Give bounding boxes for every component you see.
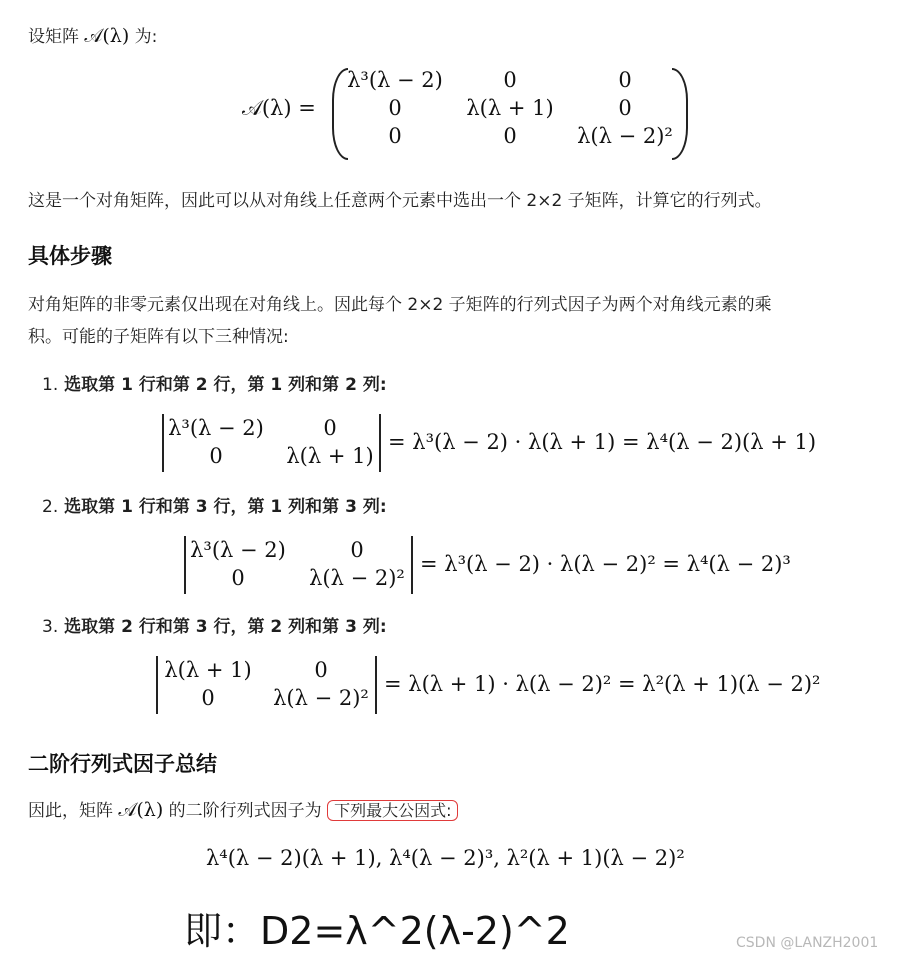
conclusion-note: 即：D2=λ^2(λ-2)^2: [184, 909, 570, 953]
section1-para-line1: 对角矩阵的非零元素仅出现在对角线上。因此每个 2×2 子矩阵的行列式因子为两个对角线元素的乘: [28, 295, 772, 315]
step-number: 1.: [42, 375, 59, 395]
det-cell: 0: [209, 444, 223, 468]
det-cell: 0: [201, 686, 215, 710]
section-heading-steps: 具体步骤: [28, 244, 112, 268]
step-2-title: [42, 492, 387, 517]
step-title-text: 选取第 1 行和第 3 行，第 1 列和第 3 列:: [64, 497, 387, 517]
intro-suffix: 为:: [134, 27, 158, 47]
watermark: CSDN @LANZH2001: [736, 935, 879, 951]
matrix-lhs: 𝒜(λ) =: [242, 96, 316, 120]
matrix-cell: λ³(λ − 2): [347, 68, 443, 92]
intro-prefix: 设矩阵: [28, 27, 79, 47]
matrix-cell: 0: [618, 68, 632, 92]
det-bar-right: [379, 414, 381, 472]
section-heading-summary: 二阶行列式因子总结: [28, 752, 217, 776]
det-cell: λ(λ − 2)²: [273, 686, 369, 710]
matrix-cell: λ(λ + 1): [466, 96, 554, 120]
intro-line: [28, 22, 157, 47]
step-number: 3.: [42, 617, 59, 637]
det-bar-left: [184, 536, 186, 594]
matrix-cell: 0: [618, 96, 632, 120]
step-1-title: [42, 370, 387, 395]
det-cell: 0: [314, 658, 328, 682]
matrix-symbol: 𝒜(λ): [84, 25, 130, 47]
det-result: = λ³(λ − 2) · λ(λ + 1) = λ⁴(λ − 2)(λ + 1): [388, 430, 817, 454]
det-cell: λ(λ + 1): [164, 658, 252, 682]
summary-line: [28, 796, 458, 821]
det-cell: 0: [323, 416, 337, 440]
det-cell: λ³(λ − 2): [168, 416, 264, 440]
det-bar-right: [375, 656, 377, 714]
det-cell: λ(λ + 1): [286, 444, 374, 468]
det-bar-right: [411, 536, 413, 594]
section1-para-line2: 积。可能的子矩阵有以下三种情况:: [28, 327, 289, 347]
diagonal-note: 这是一个对角矩阵，因此可以从对角线上任意两个元素中选出一个 2×2 子矩阵，计算它的行列式。: [28, 191, 772, 211]
matrix-cell: λ(λ − 2)²: [577, 124, 673, 148]
matrix-cell: 0: [503, 124, 517, 148]
step-title-text: 选取第 1 行和第 2 行，第 1 列和第 2 列:: [64, 375, 387, 395]
det-bar-left: [162, 414, 164, 472]
matrix-cell: 0: [503, 68, 517, 92]
factor-list: λ⁴(λ − 2)(λ + 1), λ⁴(λ − 2)³, λ²(λ + 1)(λ − 2)²: [206, 846, 685, 870]
det-result: = λ³(λ − 2) · λ(λ − 2)² = λ⁴(λ − 2)³: [420, 552, 791, 576]
det-result: = λ(λ + 1) · λ(λ − 2)² = λ²(λ + 1)(λ − 2)²: [384, 672, 821, 696]
step-number: 2.: [42, 497, 59, 517]
det-cell: 0: [231, 566, 245, 590]
step-3-title: [42, 612, 387, 637]
matrix-symbol: 𝒜(λ): [118, 799, 164, 821]
summary-mid: 的二阶行列式因子为: [168, 801, 322, 821]
det-cell: 0: [350, 538, 364, 562]
det-cell: λ³(λ − 2): [190, 538, 286, 562]
matrix-cell: 0: [388, 96, 402, 120]
highlighted-phrase: 下列最大公因式:: [327, 800, 458, 821]
step-title-text: 选取第 2 行和第 3 行，第 2 列和第 3 列:: [64, 617, 387, 637]
det-cell: λ(λ − 2)²: [309, 566, 405, 590]
matrix-cell: 0: [388, 124, 402, 148]
summary-prefix: 因此，矩阵: [28, 801, 113, 821]
det-bar-left: [156, 656, 158, 714]
